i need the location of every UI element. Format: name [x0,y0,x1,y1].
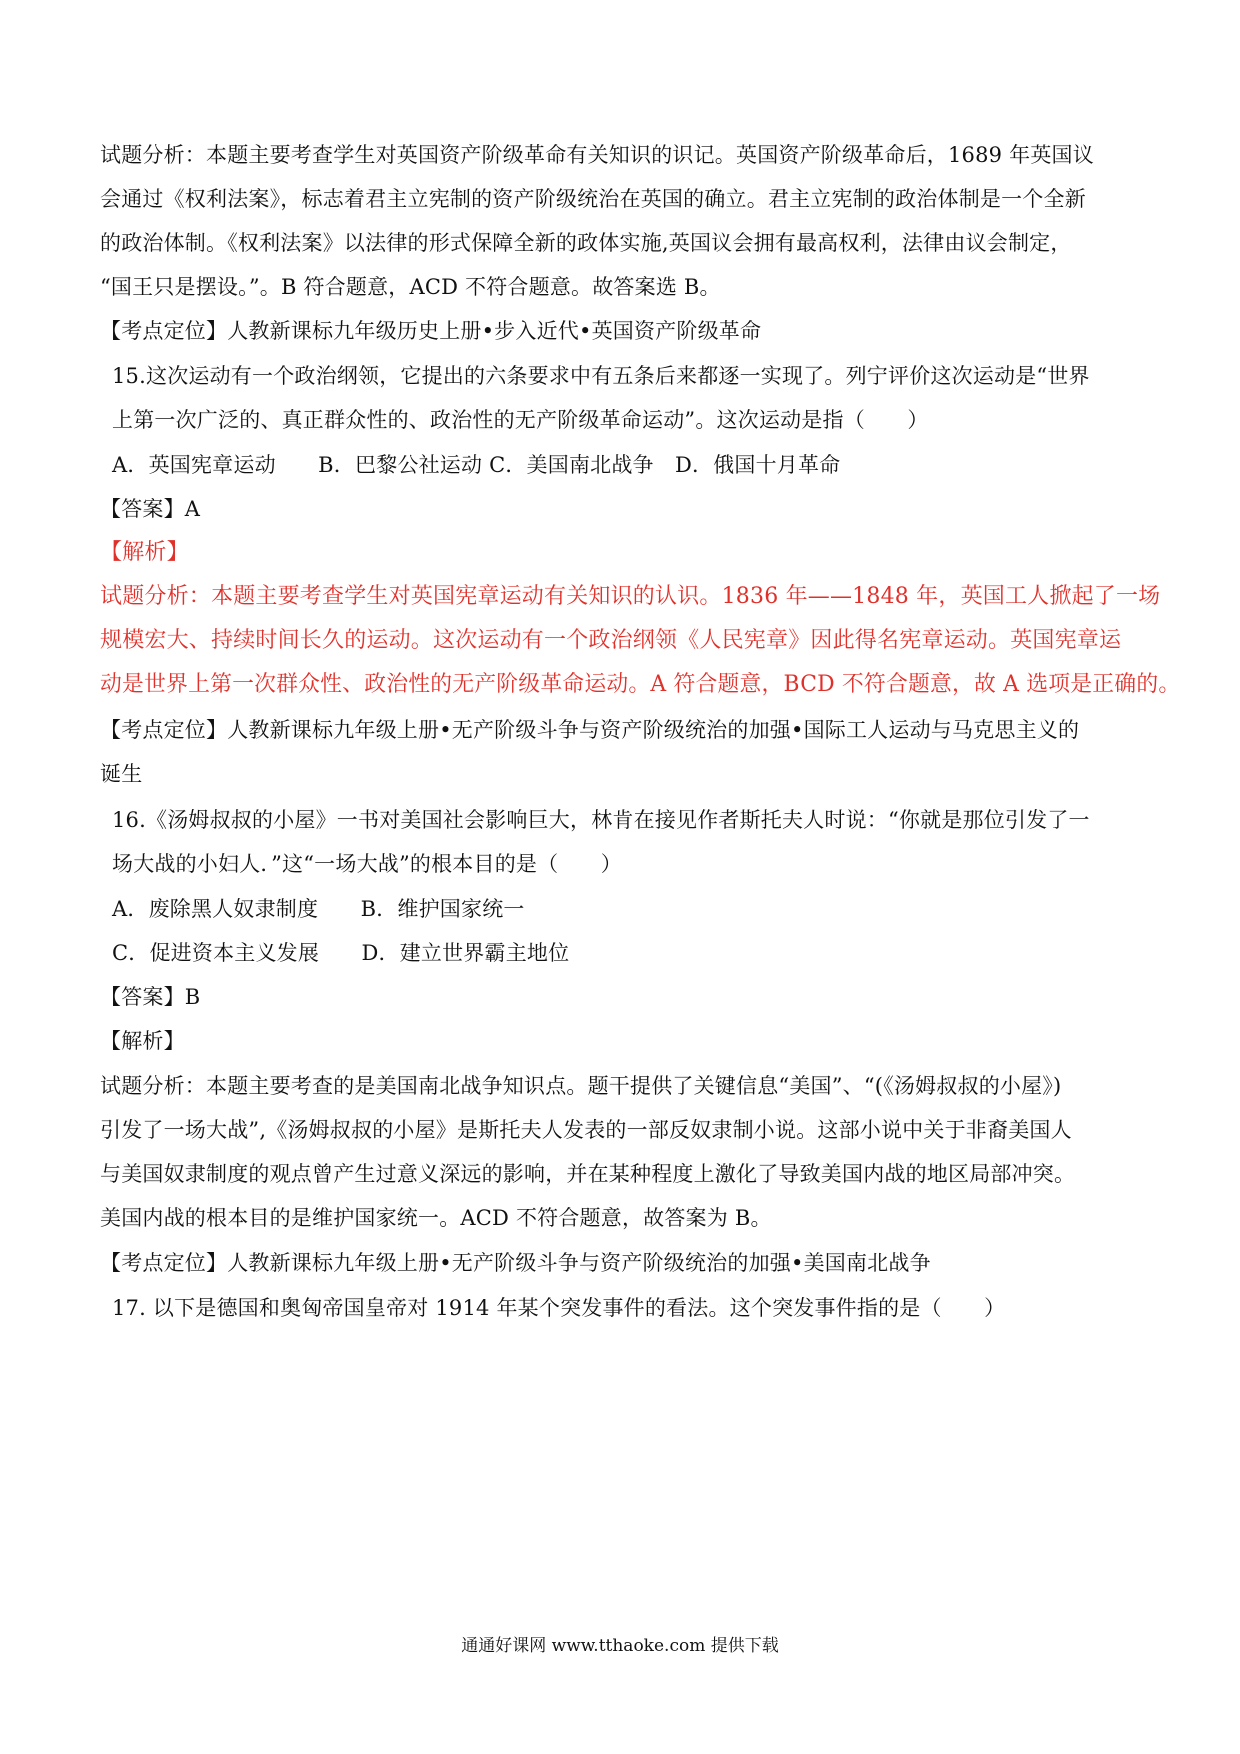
q15-options: A．英国宪章运动 B．巴黎公社运动 C．美国南北战争 D．俄国十月革命 [112,453,841,477]
q15-analysis-line-3: 动是世界上第一次群众性、政治性的无产阶级革命运动。A 符合题意，BCD 不符合题意，故 A 选项是正确的。 [100,672,1181,697]
q15-jiexi-heading: 【解析】 [100,540,189,565]
q15-kaodian-line-1: 【考点定位】人教新课标九年级上册•无产阶级斗争与资产阶级统治的加强•国际工人运动与马克思主义的 [100,718,1080,742]
q14-analysis-line-4: “国王只是摆设。”。B 符合题意，ACD 不符合题意。故答案选 B。 [100,275,721,299]
q15-stem-line-2: 上第一次广泛的、真正群众性的、政治性的无产阶级革命运动”。这次运动是指（ ） [112,408,929,432]
q14-analysis-line-2: 会通过《权利法案》，标志着君主立宪制的资产阶级统治在英国的确立。君主立宪制的政治体制是一个全新 [100,187,1086,211]
q16-stem-line-1: 16.《汤姆叔叔的小屋》一书对美国社会影响巨大，林肯在接见作者斯托夫人时说：“你就是那位引发了一 [112,808,1090,832]
q16-jiexi-heading: 【解析】 [100,1029,185,1053]
q14-analysis-line-1: 试题分析：本题主要考查学生对英国资产阶级革命有关知识的识记。英国资产阶级革命后，1689 年英国议 [100,143,1094,167]
q15-stem-line-1: 15.这次运动有一个政治纲领，它提出的六条要求中有五条后来都逐一实现了。列宁评价这次运动是“世界 [112,364,1090,388]
page-footer: 通通好课网 www.tthaoke.com 提供下载 [461,1636,779,1656]
q14-kaodian: 【考点定位】人教新课标九年级历史上册•步入近代•英国资产阶级革命 [100,319,762,343]
q15-analysis-line-1: 试题分析：本题主要考查学生对英国宪章运动有关知识的认识。1836 年——1848 年，英国工人掀起了一场 [100,584,1161,609]
q15-answer: 【答案】A [100,497,201,521]
q16-analysis-line-2: 引发了一场大战”,《汤姆叔叔的小屋》是斯托夫人发表的一部反奴隶制小说。这部小说中关于非裔美国人 [100,1118,1072,1142]
q15-analysis-line-2: 规模宏大、持续时间长久的运动。这次运动有一个政治纲领《人民宪章》因此得名宪章运动。英国宪章运 [100,628,1122,653]
q14-analysis-line-3: 的政治体制。《权利法案》以法律的形式保障全新的政体实施,英国议会拥有最高权利，法律由议会制定， [100,231,1072,255]
q16-stem-line-2: 场大战的小妇人．”这“一场大战”的根本目的是（ ） [112,852,622,876]
q15-kaodian-line-2: 诞生 [100,762,143,786]
q16-kaodian: 【考点定位】人教新课标九年级上册•无产阶级斗争与资产阶级统治的加强•美国南北战争 [100,1251,931,1275]
q17-stem: 17. 以下是德国和奥匈帝国皇帝对 1914 年某个突发事件的看法。这个突发事件指的是（ ） [112,1296,1006,1320]
q16-analysis-line-4: 美国内战的根本目的是维护国家统一。ACD 不符合题意，故答案为 B。 [100,1206,772,1230]
q16-answer: 【答案】B [100,985,201,1009]
q16-options-line-1: A．废除黑人奴隶制度 B．维护国家统一 [112,897,525,921]
q16-analysis-line-3: 与美国奴隶制度的观点曾产生过意义深远的影响，并在某种程度上激化了导致美国内战的地区局部冲突。 [100,1162,1076,1186]
q16-options-line-2: C．促进资本主义发展 D．建立世界霸主地位 [112,941,570,965]
q16-analysis-line-1: 试题分析：本题主要考查的是美国南北战争知识点。题干提供了关键信息“美国”、“(《汤姆叔叔的小屋》) [100,1074,1062,1098]
